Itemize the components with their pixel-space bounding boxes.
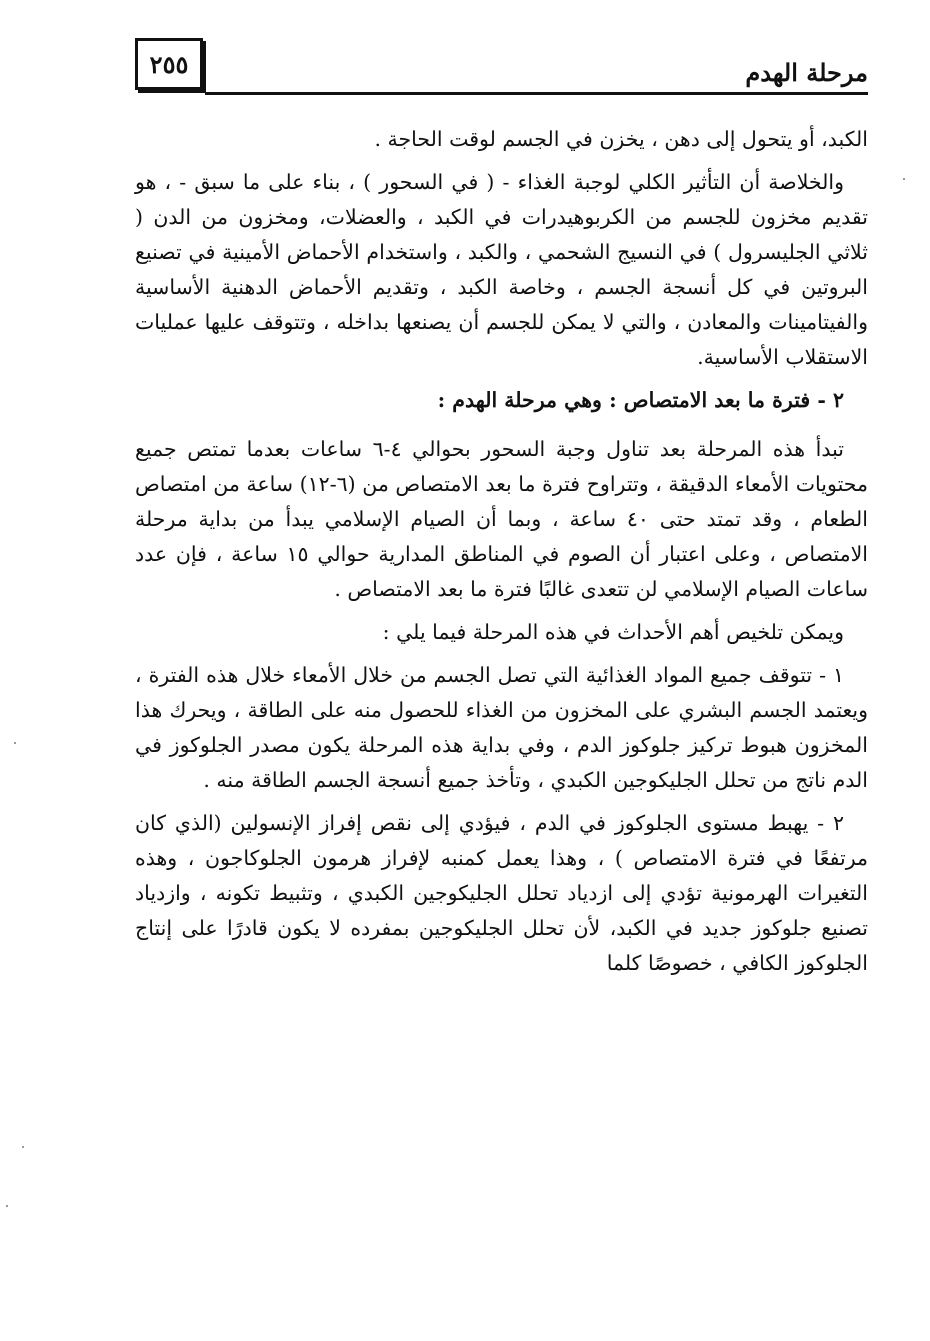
list-item-1: ١ - تتوقف جميع المواد الغذائية التي تصل الجسم من خلال الأمعاء خلال هذه الفترة ، ويعتمد الجسم البشري على المخزون من الغذاء للحصول منه على الطاقة ، ويحرك هذا المخزون هبوط تركيز جلوكوز الدم ، وفي بداية هذه المرحلة يكون مصدر الجلوكوز في الدم ناتج من تحلل الجليكوجين الكبدي ، وتأخذ جميع أنسجة الجسم الطاقة منه . [135,663,868,792]
scan-speck [22,1146,24,1148]
chapter-title: مرحلة الهدم [745,58,868,87]
scan-speck [14,742,16,744]
paragraph-events-intro: ويمكن تلخيص أهم الأحداث في هذه المرحلة فيما يلي : [382,620,844,644]
page-number-box [135,38,203,90]
page-number: ٢٥٥ [149,49,189,79]
running-header [135,38,868,96]
body-text [135,122,868,989]
section-heading: ٢ - فترة ما بعد الامتصاص : وهي مرحلة الهدم : [437,388,844,412]
paragraph-summary: والخلاصة أن التأثير الكلي لوجبة الغذاء - ( في السحور ) ، بناء على ما سبق - ، هو تقديم مخزون للجسم من الكربوهيدرات في الكبد ، والعضلات، ومخزون من الدن ( ثلاثي الجليسرول ) في النسيج الشحمي ، والكبد ، واستخدام الأحماض الأمينية في تصنيع البروتين في كل أنسجة الجسم ، وخاصة الكبد ، وتقديم الأحماض الدهنية الأساسية والفيتامينات والمعادن ، والتي لا يمكن للجسم أن يصنعها بداخله ، وتتوقف عليها عمليات الاستقلاب الأساسية. [135,170,868,369]
list-item-2: ٢ - يهبط مستوى الجلوكوز في الدم ، فيؤدي إلى نقص إفراز الإنسولين (الذي كان مرتفعًا في فترة الامتصاص ) ، وهذا يعمل كمنبه لإفراز هرمون الجلوكاجون ، وهذه التغيرات الهرمونية تؤدي إلى ازدياد تحلل الجليكوجين الكبدي ، وتثبيط تكونه ، وازدياد تصنيع جلوكوز جديد في الكبد، لأن تحلل الجليكوجين بمفرده لا يكون قادرًا على إنتاج الجلوكوز الكافي ، خصوصًا كلما [135,811,868,975]
scan-speck [903,178,905,180]
paragraph-catabolism-phase: تبدأ هذه المرحلة بعد تناول وجبة السحور بحوالي ٤-٦ ساعات بعدما تمتص جميع محتويات الأمعاء الدقيقة ، وتتراوح فترة ما بعد الامتصاص من (٦-١٢) ساعة من امتصاص الطعام ، وقد تمتد حتى ٤٠ ساعة ، وبما أن الصيام الإسلامي يبدأ من بداية مرحلة الامتصاص ، وعلى اعتبار أن الصوم في المناطق المدارية حوالي ١٥ ساعة ، فإن عدد ساعات الصيام الإسلامي لن تتعدى غالبًا فترة ما بعد الامتصاص . [135,437,868,601]
header-rule [205,92,868,95]
paragraph-continuation: الكبد، أو يتحول إلى دهن ، يخزن في الجسم لوقت الحاجة . [374,127,868,151]
scan-speck [6,1205,8,1207]
